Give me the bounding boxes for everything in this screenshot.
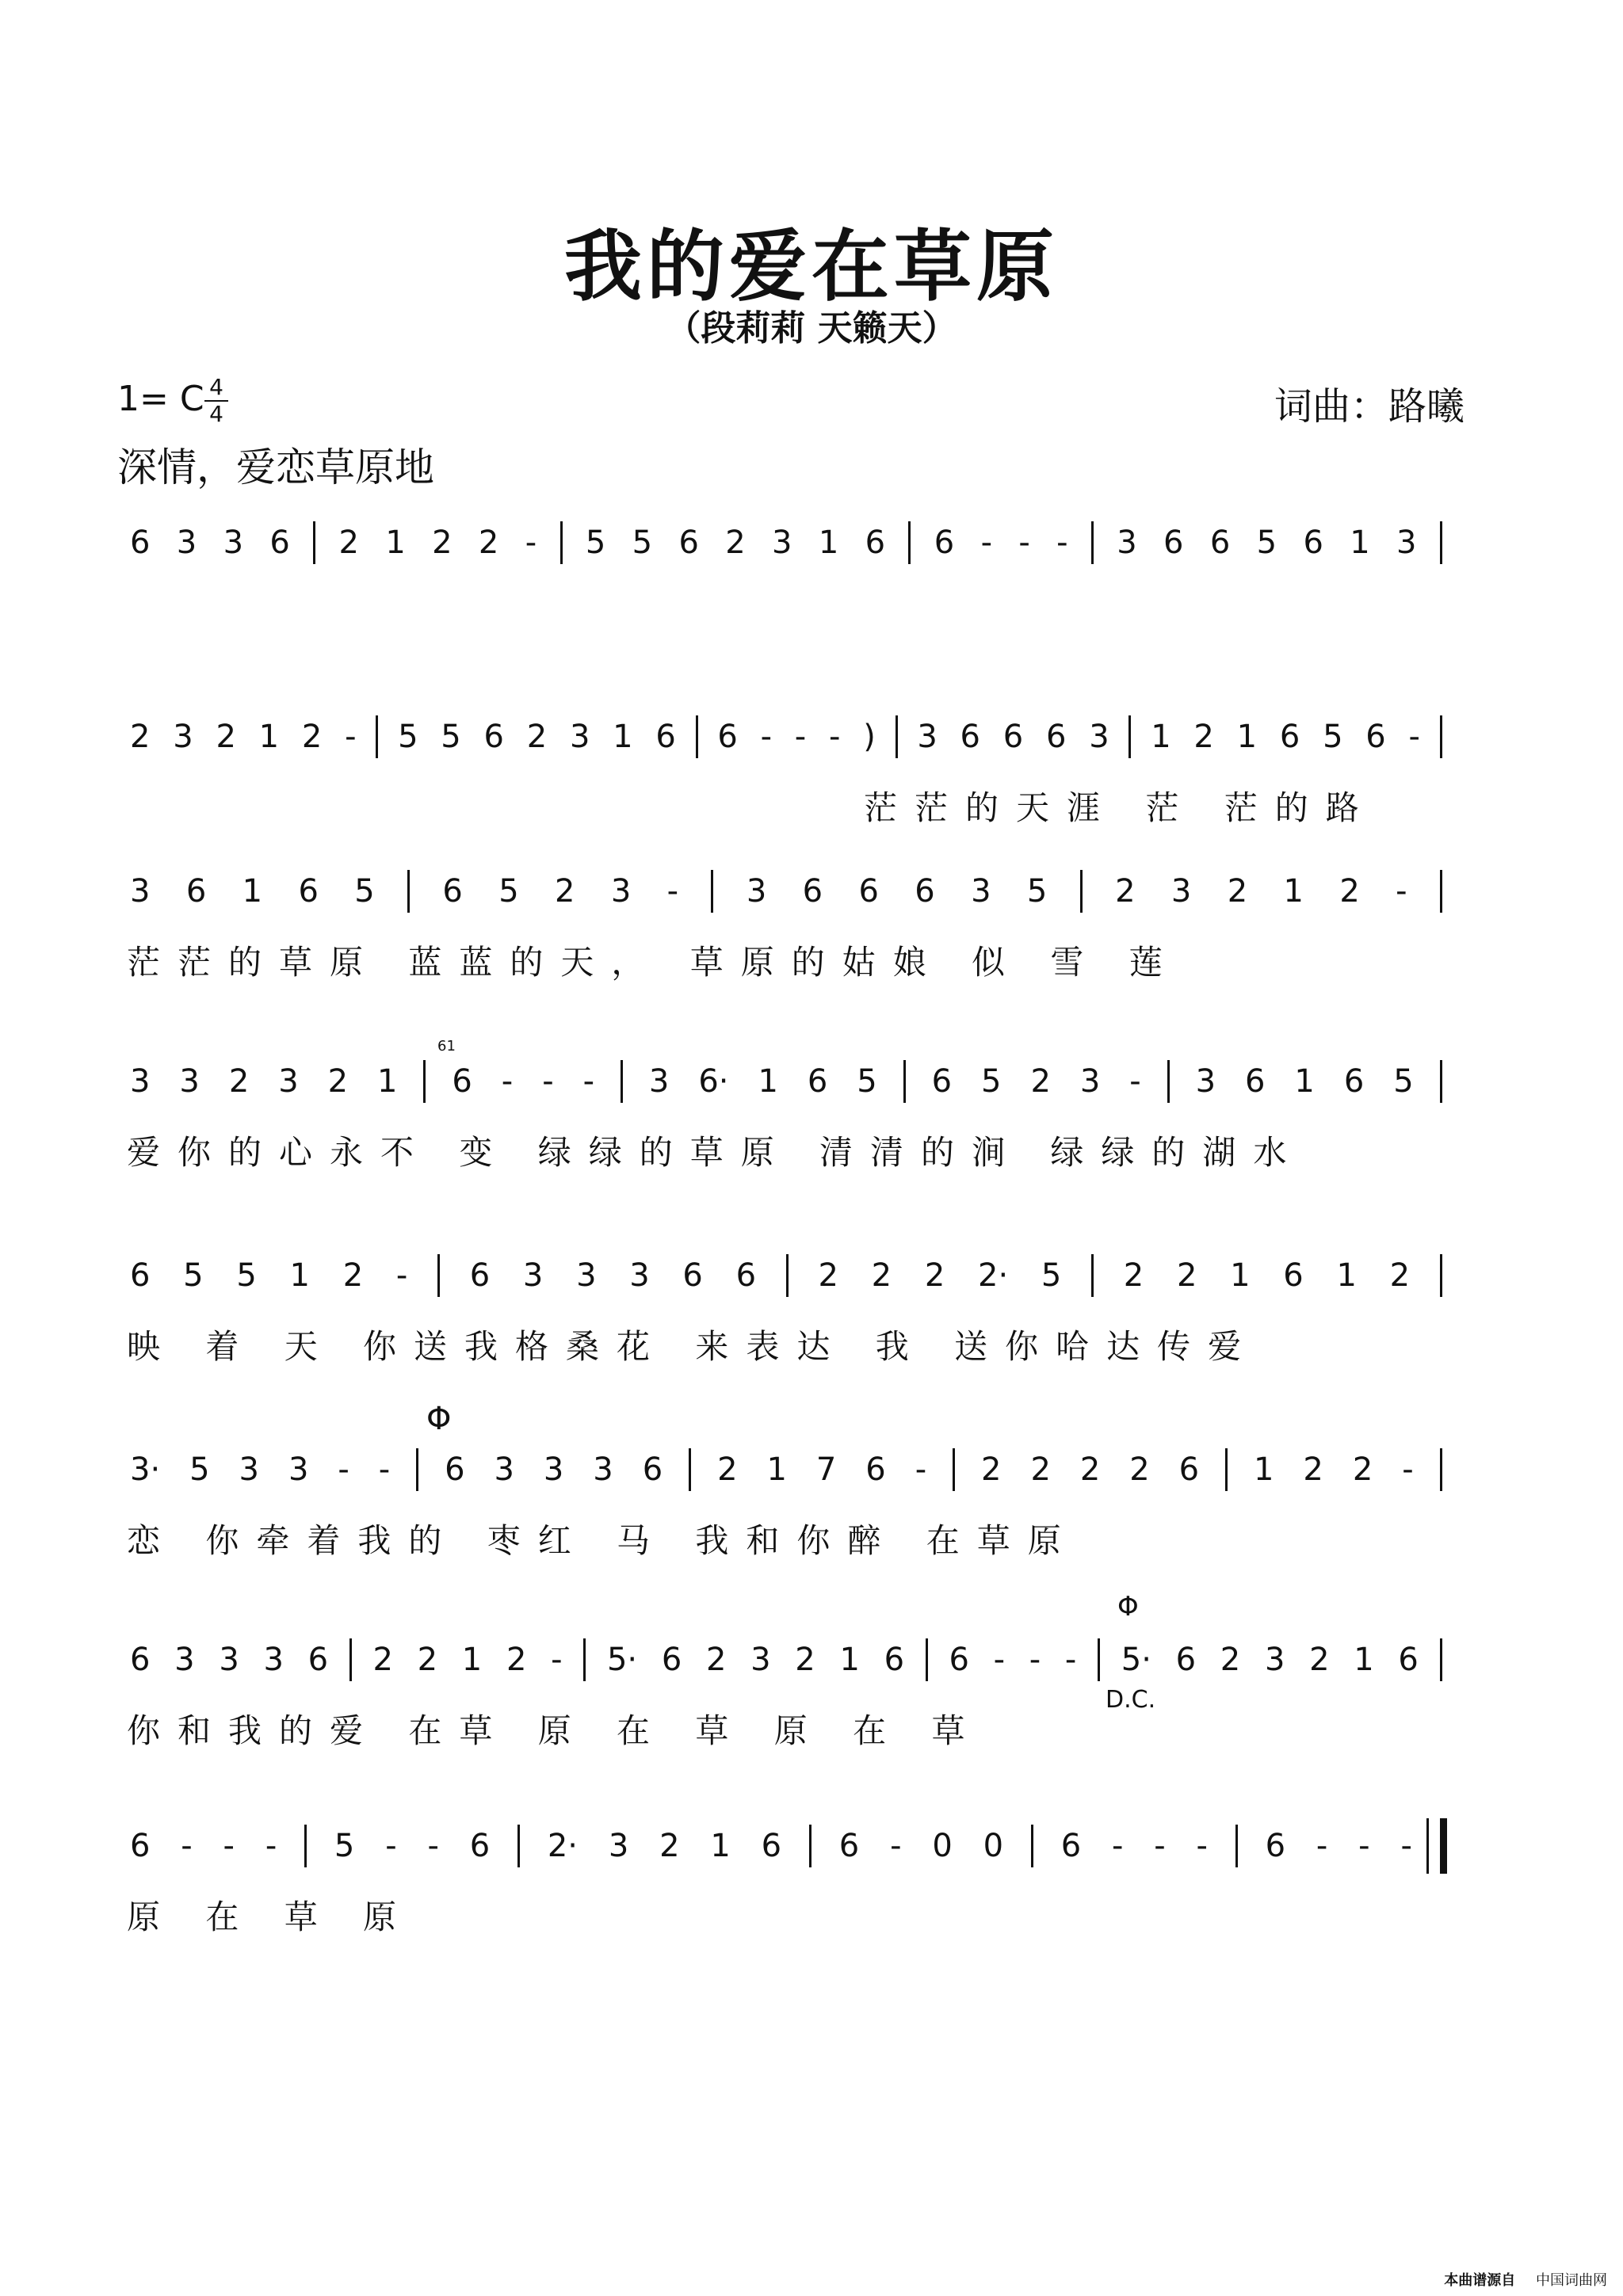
- notation-line: [127, 1054, 1442, 1109]
- note: 1: [710, 1828, 731, 1864]
- note: 5: [354, 873, 375, 910]
- note: 6: [1209, 524, 1231, 561]
- note: 6: [445, 1451, 465, 1488]
- lyric-line: 茫茫的草原 蓝蓝的天， 草原的姑娘 似 雪 莲: [127, 943, 1180, 982]
- barline: [1440, 715, 1442, 758]
- note: 3: [629, 1257, 650, 1294]
- note: 2: [228, 1063, 250, 1100]
- notation-line: [127, 1248, 1442, 1303]
- note: 3: [174, 1642, 195, 1678]
- note: -: [378, 1451, 391, 1488]
- note: -: [666, 873, 679, 910]
- note: 2: [372, 1642, 393, 1678]
- note: -: [1396, 873, 1407, 910]
- note: 6: [1245, 1063, 1266, 1100]
- note: 3: [610, 873, 632, 910]
- note: -: [1402, 1451, 1414, 1488]
- note: -: [345, 719, 357, 755]
- barline: [809, 1825, 812, 1867]
- note: 6: [307, 1642, 329, 1678]
- coda-sign-2: Φ: [1117, 1591, 1139, 1623]
- note: 3: [1195, 1063, 1216, 1100]
- note: 6: [865, 524, 886, 561]
- note: 6: [1175, 1642, 1197, 1678]
- note: 5: [981, 1063, 1002, 1100]
- note: -: [1316, 1828, 1328, 1864]
- note: 1: [1151, 719, 1171, 755]
- note: -: [501, 1063, 514, 1100]
- note: -: [980, 524, 992, 561]
- note: 2: [1339, 873, 1360, 910]
- note: -: [1029, 1642, 1041, 1678]
- barline: [1440, 1060, 1442, 1103]
- note: 6: [1398, 1642, 1419, 1678]
- note: -: [890, 1828, 902, 1864]
- score-system: [127, 515, 1442, 634]
- note: 6: [469, 1257, 491, 1294]
- note: -: [1112, 1828, 1124, 1864]
- note: -: [1400, 1828, 1412, 1864]
- barline: [304, 1825, 307, 1867]
- note: 1: [1354, 1642, 1374, 1678]
- note: 7: [815, 1451, 837, 1488]
- note: 6: [1045, 719, 1067, 755]
- notation-line: [127, 1818, 1442, 1874]
- note: ): [863, 719, 876, 755]
- barline: [517, 1825, 520, 1867]
- note: 2: [659, 1828, 680, 1864]
- note: -: [828, 719, 841, 755]
- note: 2: [1389, 1257, 1411, 1294]
- note: 2: [1030, 1451, 1051, 1488]
- note: 2: [526, 719, 548, 755]
- note: 6: [884, 1642, 905, 1678]
- score-system: [127, 1442, 1442, 1561]
- note: 3: [173, 719, 193, 755]
- note: 1: [1294, 1063, 1315, 1100]
- note: 1: [839, 1642, 860, 1678]
- note: 6: [915, 873, 935, 910]
- note: 3: [1089, 719, 1109, 755]
- note: 5·: [606, 1642, 638, 1678]
- note: 2: [432, 524, 453, 561]
- note: 6: [865, 1451, 886, 1488]
- note: 3: [576, 1257, 597, 1294]
- final-barline: [1426, 1818, 1447, 1874]
- notation-line: [127, 709, 1442, 765]
- note: 2: [725, 524, 746, 561]
- note: 2: [342, 1257, 364, 1294]
- note: 1: [385, 524, 406, 561]
- note: 6: [735, 1257, 757, 1294]
- note: -: [1154, 1828, 1166, 1864]
- note: 6: [452, 1063, 472, 1100]
- note: 1: [461, 1642, 483, 1678]
- dc-marking: D.C.: [1106, 1686, 1156, 1714]
- note: 1: [1350, 524, 1370, 561]
- note: -: [265, 1828, 277, 1864]
- note: 3: [608, 1828, 629, 1864]
- note: 6: [469, 1828, 491, 1864]
- note: 3: [278, 1063, 299, 1100]
- note: 6: [655, 719, 676, 755]
- note: 6: [931, 1063, 953, 1100]
- note: -: [1018, 524, 1030, 561]
- barline: [560, 521, 563, 564]
- note: 2: [555, 873, 575, 910]
- barline: [349, 1638, 352, 1681]
- note: 1: [377, 1063, 398, 1100]
- note: 1: [818, 524, 839, 561]
- note: 2: [1303, 1451, 1323, 1488]
- note: -: [181, 1828, 193, 1864]
- note: 3: [543, 1451, 564, 1488]
- note: 3: [750, 1642, 771, 1678]
- barline: [953, 1448, 955, 1491]
- barline: [1091, 1254, 1094, 1297]
- note: 6: [1060, 1828, 1082, 1864]
- note: 5: [189, 1451, 210, 1488]
- note: 6: [1303, 524, 1323, 561]
- note: 6: [442, 873, 463, 910]
- note: 2: [1352, 1451, 1373, 1488]
- note: 2: [1309, 1642, 1330, 1678]
- note: 1: [1283, 873, 1304, 910]
- note: 2: [1220, 1642, 1241, 1678]
- lyric-line: 爱你的心永不 变 绿绿的草原 清清的涧 绿绿的湖水: [127, 1133, 1304, 1172]
- note: -: [582, 1063, 595, 1100]
- note: 6: [130, 1642, 151, 1678]
- note: 2: [1115, 873, 1136, 910]
- note: -: [427, 1828, 439, 1864]
- barline: [926, 1638, 928, 1681]
- note: -: [760, 719, 773, 755]
- note: 5: [1041, 1257, 1062, 1294]
- note: 3: [239, 1451, 259, 1488]
- barline: [1440, 521, 1442, 564]
- note: 2: [338, 524, 359, 561]
- note: 6: [934, 524, 955, 561]
- note: 2: [818, 1257, 838, 1294]
- score-system: [127, 1248, 1442, 1367]
- note: -: [1196, 1828, 1208, 1864]
- note: 3: [288, 1451, 309, 1488]
- barline: [1098, 1638, 1100, 1681]
- note: 2·: [547, 1828, 578, 1864]
- note: 3: [130, 873, 151, 910]
- note: 3: [593, 1451, 613, 1488]
- note: 6: [1279, 719, 1300, 755]
- note: 3: [648, 1063, 670, 1100]
- notation-line: [127, 1632, 1442, 1688]
- note: 2: [327, 1063, 349, 1100]
- note: 0: [983, 1828, 1004, 1864]
- footer-site: 中国词曲网: [1536, 2272, 1607, 2289]
- note: 2: [924, 1257, 945, 1294]
- note: 3·: [130, 1451, 161, 1488]
- note: 5: [1323, 719, 1343, 755]
- note: 6: [682, 1257, 703, 1294]
- note: 6: [1283, 1257, 1304, 1294]
- note: 2: [795, 1642, 815, 1678]
- lyric-line: 恋 你牵着我的 枣红 马 我和你醉 在草原: [127, 1521, 1079, 1560]
- score-system: [127, 1818, 1442, 1937]
- note: 2: [478, 524, 499, 561]
- lyric-line: 茫茫的天涯 茫 茫的路: [864, 788, 1377, 827]
- barline: [1440, 1448, 1442, 1491]
- note: 3: [1170, 873, 1192, 910]
- barline: [621, 1060, 623, 1103]
- note: 2: [301, 719, 323, 755]
- note: 6: [802, 873, 823, 910]
- performance-direction: 深情，爱恋草原地: [117, 444, 434, 490]
- note: 1: [758, 1063, 778, 1100]
- barline: [711, 870, 713, 913]
- song-subtitle: （段莉莉 天籁天）: [666, 308, 957, 349]
- note: 6: [807, 1063, 828, 1100]
- note: 2·: [978, 1257, 1009, 1294]
- note: 3: [917, 719, 938, 755]
- note: 3: [522, 1257, 544, 1294]
- note: 5: [441, 719, 461, 755]
- barline: [376, 715, 378, 758]
- barline: [407, 870, 410, 913]
- barline: [1167, 1060, 1170, 1103]
- note: 6: [1163, 524, 1184, 561]
- note: 3: [569, 719, 590, 755]
- note: -: [1358, 1828, 1370, 1864]
- note: 6: [1343, 1063, 1365, 1100]
- note: 1: [1254, 1451, 1274, 1488]
- note: 5: [857, 1063, 877, 1100]
- note: 1: [1336, 1257, 1357, 1294]
- note: -: [1129, 1063, 1141, 1100]
- note: 5: [498, 873, 519, 910]
- note: 2: [506, 1642, 527, 1678]
- coda-sign: Φ: [426, 1401, 452, 1437]
- note: 1: [766, 1451, 787, 1488]
- note: 6: [838, 1828, 860, 1864]
- key-signature: 1= C: [117, 379, 204, 419]
- barline: [1440, 870, 1442, 913]
- note: 3: [1264, 1642, 1285, 1678]
- barline: [908, 521, 911, 564]
- note: 6: [1002, 719, 1024, 755]
- note: 5: [334, 1828, 355, 1864]
- note: 6: [1265, 1828, 1286, 1864]
- score-system: [127, 1632, 1442, 1751]
- note: 6: [130, 524, 151, 561]
- note: 6: [949, 1642, 969, 1678]
- lyric-line: 你和我的爱 在草 原 在 草 原 在 草: [127, 1711, 983, 1750]
- note: -: [915, 1451, 927, 1488]
- note: 6: [185, 873, 207, 910]
- note: 3: [223, 524, 244, 561]
- barline: [1091, 521, 1094, 564]
- note: -: [525, 524, 537, 561]
- note: 5: [236, 1257, 257, 1294]
- footer: [1444, 2269, 1607, 2290]
- song-title: 我的爱在草原: [563, 221, 1059, 312]
- note: 6·: [698, 1063, 729, 1100]
- note: 6: [661, 1642, 682, 1678]
- note: 0: [932, 1828, 953, 1864]
- note: -: [395, 1257, 408, 1294]
- score-system: [127, 864, 1442, 982]
- note: 6: [483, 719, 504, 755]
- note: 1: [613, 719, 633, 755]
- note: 6: [642, 1451, 663, 1488]
- note: 3: [494, 1451, 514, 1488]
- note: 2: [130, 719, 151, 755]
- note: -: [542, 1063, 554, 1100]
- note: 6: [717, 719, 738, 755]
- note: -: [1056, 524, 1068, 561]
- note: 1: [1236, 719, 1258, 755]
- note: 3: [263, 1642, 284, 1678]
- note: 3: [971, 873, 991, 910]
- note: -: [338, 1451, 349, 1488]
- note: 2: [717, 1451, 738, 1488]
- note: 2: [1176, 1257, 1197, 1294]
- note: 2: [981, 1451, 1002, 1488]
- note: 3: [772, 524, 792, 561]
- footer-source: 本曲谱源自: [1444, 2272, 1516, 2289]
- note: -: [1408, 719, 1420, 755]
- barline: [1225, 1448, 1228, 1491]
- barline: [1080, 870, 1083, 913]
- note: 3: [1117, 524, 1137, 561]
- note: 3: [1396, 524, 1417, 561]
- barline: [416, 1448, 418, 1491]
- note: 3: [130, 1063, 151, 1100]
- note: 6: [761, 1828, 782, 1864]
- note: -: [993, 1642, 1006, 1678]
- lyric-line: 原 在 草 原: [127, 1897, 414, 1936]
- barline: [437, 1254, 440, 1297]
- lyric-line: 映 着 天 你送我格桑花 来表达 我 送你哈达传爱: [127, 1327, 1259, 1366]
- time-signature-top: 4: [209, 374, 223, 400]
- barline: [1440, 1638, 1442, 1681]
- note: 2: [417, 1642, 438, 1678]
- time-signature-bottom: 4: [209, 401, 223, 427]
- barline: [1031, 1825, 1033, 1867]
- note: 1: [258, 719, 280, 755]
- note: 6: [130, 1828, 151, 1864]
- note: 2: [1123, 1257, 1144, 1294]
- note: 5: [1256, 524, 1277, 561]
- notation-line: [127, 864, 1442, 919]
- barline: [696, 715, 698, 758]
- barline: [1128, 715, 1131, 758]
- note: 2: [216, 719, 236, 755]
- note: 6: [858, 873, 879, 910]
- note: 6: [678, 524, 699, 561]
- grace-note: 61: [437, 1038, 456, 1055]
- note: 2: [1227, 873, 1248, 910]
- note: 2: [1079, 1451, 1101, 1488]
- time-signature: [204, 376, 228, 426]
- barline: [896, 715, 898, 758]
- note: 2: [871, 1257, 892, 1294]
- barline: [313, 521, 315, 564]
- note: 6: [1365, 719, 1386, 755]
- barline: [786, 1254, 789, 1297]
- note: 3: [746, 873, 767, 910]
- barline: [689, 1448, 691, 1491]
- barline: [583, 1638, 586, 1681]
- note: 5·: [1121, 1642, 1151, 1678]
- note: 5: [1393, 1063, 1414, 1100]
- note: 5: [585, 524, 606, 561]
- note: 1: [242, 873, 263, 910]
- note: 1: [289, 1257, 310, 1294]
- note: 6: [130, 1257, 151, 1294]
- note: 3: [176, 524, 197, 561]
- score-system: [127, 1054, 1442, 1173]
- note: 6: [269, 524, 290, 561]
- note: 2: [705, 1642, 727, 1678]
- note: 6: [1178, 1451, 1200, 1488]
- barline: [1235, 1825, 1238, 1867]
- note: 5: [183, 1257, 204, 1294]
- note: -: [223, 1828, 235, 1864]
- composer-credit: 词曲：路曦: [1274, 384, 1465, 429]
- note: 1: [1230, 1257, 1251, 1294]
- note: 5: [1026, 873, 1048, 910]
- barline: [423, 1060, 426, 1103]
- barline: [903, 1060, 906, 1103]
- note: 3: [1079, 1063, 1101, 1100]
- note: 5: [398, 719, 418, 755]
- note: 5: [632, 524, 653, 561]
- note: 3: [219, 1642, 239, 1678]
- score-system: [127, 709, 1442, 828]
- note: 2: [1129, 1451, 1150, 1488]
- note: 2: [1030, 1063, 1051, 1100]
- note: 6: [960, 719, 980, 755]
- notation-line: [127, 515, 1442, 570]
- note: -: [1064, 1642, 1077, 1678]
- note: 6: [298, 873, 319, 910]
- note: -: [551, 1642, 563, 1678]
- note: -: [794, 719, 807, 755]
- note: 3: [179, 1063, 200, 1100]
- barline: [1440, 1254, 1442, 1297]
- note: 2: [1193, 719, 1214, 755]
- note: -: [385, 1828, 397, 1864]
- notation-line: [127, 1442, 1442, 1497]
